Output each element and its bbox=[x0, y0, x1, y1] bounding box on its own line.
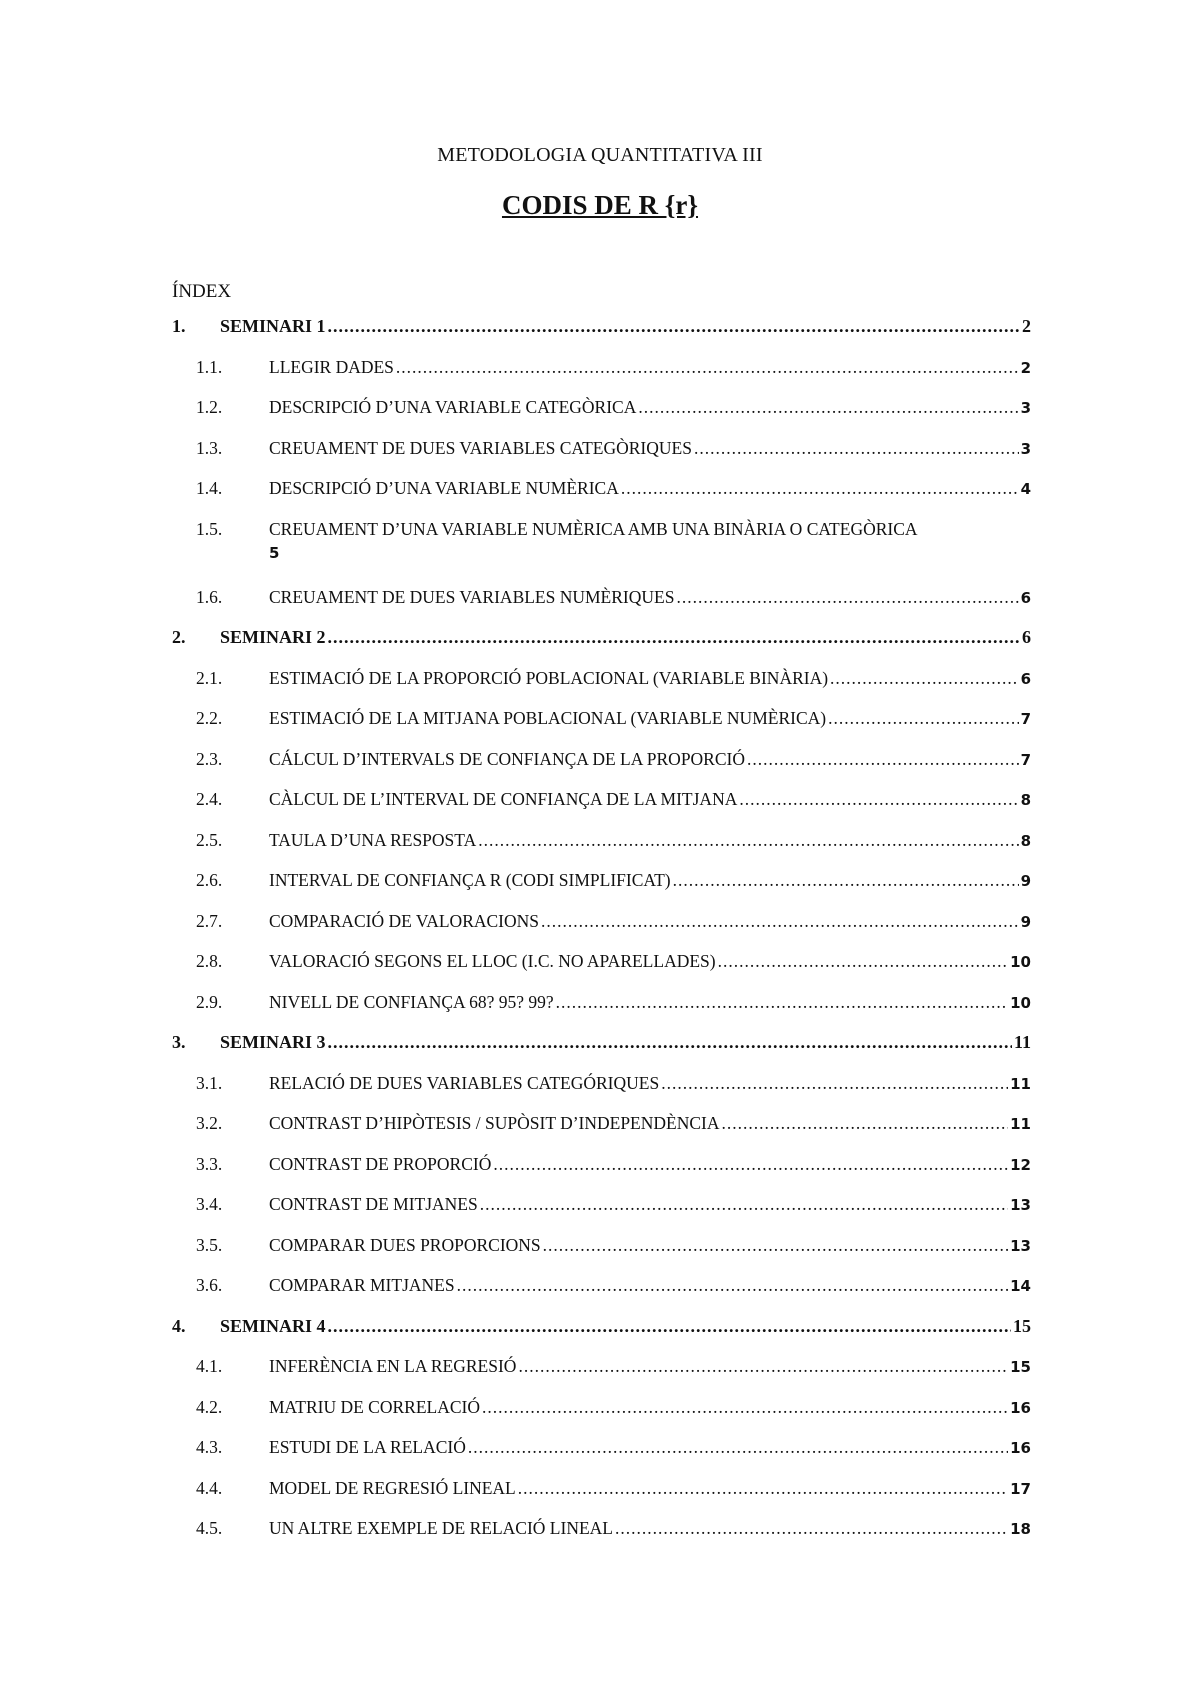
toc-entry-number: 4.2. bbox=[196, 1396, 223, 1417]
toc-entry-page: 12 bbox=[1010, 1155, 1031, 1174]
toc-section-entry[interactable] bbox=[172, 1032, 1031, 1073]
toc-entry-page: 11 bbox=[1013, 1032, 1031, 1052]
toc-dot-leader bbox=[830, 668, 1019, 689]
toc-subsection-entry[interactable] bbox=[172, 1478, 1031, 1519]
toc-entry-number: 4.3. bbox=[196, 1437, 223, 1457]
toc-subsection-entry[interactable] bbox=[172, 1154, 1031, 1195]
toc-entry-number: 2.2. bbox=[196, 708, 223, 728]
toc-entry-title: RELACIÓ DE DUES VARIABLES CATEGÓRIQUES bbox=[269, 1072, 660, 1093]
toc-entry-page: 3 bbox=[1020, 439, 1031, 458]
toc-entry-title: SEMINARI 1 bbox=[220, 316, 326, 336]
toc-subsection-entry[interactable] bbox=[172, 1194, 1031, 1235]
toc-entry-title: UN ALTRE EXEMPLE DE RELACIÓ LINEAL bbox=[269, 1518, 613, 1538]
toc-subsection-entry[interactable] bbox=[172, 1275, 1031, 1316]
toc-dot-leader bbox=[328, 316, 1020, 337]
toc-subsection-entry[interactable] bbox=[172, 1235, 1031, 1276]
toc-section-entry[interactable] bbox=[172, 1316, 1031, 1357]
toc-entry-number: 2. bbox=[172, 627, 186, 647]
toc-section-entry[interactable] bbox=[172, 316, 1031, 357]
toc-entry-title: COMPARAR MITJANES bbox=[269, 1275, 455, 1295]
toc-entry-page: 6 bbox=[1020, 588, 1031, 607]
toc-entry-page: 6 bbox=[1022, 627, 1031, 647]
toc-entry-page: 8 bbox=[1020, 791, 1031, 809]
toc-dot-leader bbox=[722, 1113, 1009, 1134]
toc-entry-number: 3.2. bbox=[196, 1113, 223, 1133]
toc-dot-leader bbox=[328, 1032, 1012, 1053]
toc-subsection-entry[interactable] bbox=[172, 478, 1031, 519]
toc-entry-page: 6 bbox=[1020, 669, 1031, 688]
toc-subsection-entry[interactable] bbox=[172, 1397, 1031, 1438]
toc-entry-title: COMPARACIÓ DE VALORACIONS bbox=[269, 910, 540, 931]
toc-dot-leader bbox=[543, 1235, 1008, 1256]
toc-subsection-entry[interactable] bbox=[172, 1356, 1031, 1397]
toc-entry-number: 4.4. bbox=[196, 1477, 223, 1498]
toc-entry-title: CREUAMENT D’UNA VARIABLE NUMÈRICA AMB UNA BINÀRIA O CATEGÒRICA bbox=[269, 518, 918, 539]
table-of-contents bbox=[172, 316, 1031, 1559]
toc-dot-leader bbox=[541, 911, 1019, 932]
toc-entry-page: 3 bbox=[1020, 399, 1031, 417]
toc-entry-page: 4 bbox=[1020, 480, 1031, 498]
toc-entry-page: 16 bbox=[1010, 1398, 1031, 1417]
toc-entry-title: CÁLCUL D’INTERVALS DE CONFIANÇA DE LA PROPORCIÓ bbox=[269, 748, 745, 769]
toc-entry-number: 4.1. bbox=[196, 1356, 223, 1376]
toc-entry-title: DESCRIPCIÓ D’UNA VARIABLE NUMÈRICA bbox=[269, 478, 619, 498]
toc-entry-page: 10 bbox=[1010, 953, 1031, 971]
toc-subsection-entry[interactable] bbox=[172, 1518, 1031, 1559]
toc-dot-leader bbox=[828, 708, 1018, 729]
toc-entry-number: 3.1. bbox=[196, 1072, 223, 1093]
toc-entry-title: CONTRAST DE PROPORCIÓ bbox=[269, 1153, 492, 1174]
toc-dot-leader bbox=[556, 992, 1008, 1013]
toc-entry-number: 2.9. bbox=[196, 991, 223, 1012]
toc-entry-number: 3.4. bbox=[196, 1194, 223, 1214]
index-heading: ÍNDEX bbox=[172, 281, 232, 302]
toc-entry-page: 14 bbox=[1010, 1277, 1031, 1295]
toc-entry-title: SEMINARI 3 bbox=[220, 1032, 326, 1052]
toc-entry-title: ESTIMACIÓ DE LA PROPORCIÓ POBLACIONAL (VARIABLE BINÀRIA) bbox=[269, 667, 829, 688]
toc-entry-title: TAULA D’UNA RESPOSTA bbox=[269, 829, 477, 850]
toc-entry-page: 13 bbox=[1010, 1196, 1031, 1214]
toc-subsection-entry[interactable] bbox=[172, 668, 1031, 709]
document-subject: METODOLOGIA QUANTITATIVA III bbox=[437, 144, 763, 166]
toc-dot-leader bbox=[328, 627, 1020, 648]
toc-dot-leader bbox=[661, 1073, 1008, 1094]
toc-dot-leader bbox=[747, 749, 1019, 770]
toc-dot-leader bbox=[328, 1316, 1011, 1337]
toc-dot-leader bbox=[478, 830, 1018, 851]
toc-entry-number: 2.1. bbox=[196, 667, 223, 688]
toc-entry-page: 16 bbox=[1010, 1439, 1031, 1457]
toc-entry-number: 4. bbox=[172, 1315, 186, 1336]
toc-subsection-entry[interactable] bbox=[172, 587, 1031, 628]
toc-entry-number: 4.5. bbox=[196, 1518, 223, 1538]
toc-subsection-entry[interactable] bbox=[172, 992, 1031, 1033]
toc-entry-title: CONTRAST DE MITJANES bbox=[269, 1194, 478, 1214]
toc-section-entry[interactable] bbox=[172, 627, 1031, 668]
toc-entry-number: 1.3. bbox=[196, 437, 223, 458]
toc-subsection-entry[interactable] bbox=[172, 911, 1031, 952]
toc-entry-title: VALORACIÓ SEGONS EL LLOC (I.C. NO APARELLADES) bbox=[269, 951, 716, 971]
toc-entry-page: 18 bbox=[1010, 1520, 1031, 1538]
toc-entry-page: 9 bbox=[1020, 912, 1031, 931]
toc-entry-number: 3.6. bbox=[196, 1275, 223, 1295]
toc-entry-title: SEMINARI 4 bbox=[220, 1315, 326, 1336]
toc-subsection-entry[interactable] bbox=[172, 789, 1031, 830]
toc-subsection-entry[interactable] bbox=[172, 1073, 1031, 1114]
toc-entry-title: LLEGIR DADES bbox=[269, 356, 394, 377]
toc-entry-page: 15 bbox=[1010, 1358, 1031, 1376]
toc-entry-page: 13 bbox=[1010, 1236, 1031, 1255]
toc-entry-title: ESTUDI DE LA RELACIÓ bbox=[269, 1437, 466, 1457]
toc-entry-page: 9 bbox=[1020, 872, 1031, 890]
toc-entry-page: 11 bbox=[1010, 1115, 1031, 1133]
toc-entry-number: 2.4. bbox=[196, 789, 223, 809]
toc-entry-title: INTERVAL DE CONFIANÇA R (CODI SIMPLIFICAT) bbox=[269, 870, 671, 890]
toc-dot-leader bbox=[694, 438, 1019, 459]
toc-subsection-entry[interactable] bbox=[172, 519, 1031, 587]
toc-entry-page: 8 bbox=[1020, 831, 1031, 850]
toc-entry-page: 15 bbox=[1013, 1315, 1031, 1336]
toc-entry-number: 3.5. bbox=[196, 1234, 223, 1255]
toc-entry-number: 1.1. bbox=[196, 356, 223, 377]
toc-subsection-entry[interactable] bbox=[172, 357, 1031, 398]
toc-entry-number: 1. bbox=[172, 316, 186, 336]
toc-subsection-entry[interactable] bbox=[172, 870, 1031, 911]
toc-dot-leader bbox=[480, 1194, 1008, 1215]
toc-entry-number: 1.6. bbox=[196, 586, 223, 607]
toc-subsection-entry[interactable] bbox=[172, 438, 1031, 479]
toc-entry-number: 1.5. bbox=[196, 518, 223, 539]
toc-entry-title: CREUAMENT DE DUES VARIABLES CATEGÒRIQUES bbox=[269, 437, 692, 458]
toc-subsection-entry[interactable] bbox=[172, 1437, 1031, 1478]
toc-entry-number: 2.5. bbox=[196, 829, 223, 850]
toc-entry-number: 1.4. bbox=[196, 478, 223, 498]
toc-entry-page: 2 bbox=[1020, 358, 1031, 377]
toc-dot-leader bbox=[518, 1356, 1008, 1377]
toc-subsection-entry[interactable] bbox=[172, 397, 1031, 438]
toc-entry-number: 3.3. bbox=[196, 1153, 223, 1174]
toc-entry-page: 7 bbox=[1020, 710, 1031, 728]
toc-entry-number: 2.7. bbox=[196, 910, 223, 931]
toc-dot-leader bbox=[482, 1397, 1008, 1418]
toc-entry-title: INFERÈNCIA EN LA REGRESIÓ bbox=[269, 1356, 517, 1376]
toc-entry-title: CÀLCUL DE L’INTERVAL DE CONFIANÇA DE LA MITJANA bbox=[269, 789, 738, 809]
toc-entry-page: 11 bbox=[1010, 1074, 1031, 1093]
toc-entry-title: SEMINARI 2 bbox=[220, 627, 326, 647]
toc-dot-leader bbox=[457, 1275, 1009, 1296]
toc-entry-title: DESCRIPCIÓ D’UNA VARIABLE CATEGÒRICA bbox=[269, 397, 637, 417]
toc-entry-number: 2.8. bbox=[196, 951, 223, 971]
toc-entry-title: CREUAMENT DE DUES VARIABLES NUMÈRIQUES bbox=[269, 586, 675, 607]
toc-subsection-entry[interactable] bbox=[172, 1113, 1031, 1154]
toc-entry-title: NIVELL DE CONFIANÇA 68? 95? 99? bbox=[269, 991, 554, 1012]
toc-dot-leader bbox=[615, 1518, 1008, 1539]
toc-dot-leader bbox=[638, 397, 1018, 418]
toc-entry-number: 1.2. bbox=[196, 397, 223, 417]
toc-subsection-entry[interactable] bbox=[172, 749, 1031, 790]
toc-entry-page: 7 bbox=[1020, 750, 1031, 769]
toc-entry-title: COMPARAR DUES PROPORCIONS bbox=[269, 1234, 541, 1255]
toc-dot-leader bbox=[739, 789, 1018, 810]
toc-entry-page: 17 bbox=[1010, 1479, 1031, 1498]
toc-entry-title: ESTIMACIÓ DE LA MITJANA POBLACIONAL (VARIABLE NUMÈRICA) bbox=[269, 708, 827, 728]
toc-subsection-entry[interactable] bbox=[172, 951, 1031, 992]
document-title: CODIS DE R {r} bbox=[501, 190, 699, 220]
toc-dot-leader bbox=[676, 587, 1018, 608]
toc-entry-page: 10 bbox=[1010, 993, 1031, 1012]
toc-dot-leader bbox=[468, 1437, 1008, 1458]
toc-dot-leader bbox=[493, 1154, 1008, 1175]
toc-entry-page: 5 bbox=[269, 543, 280, 562]
toc-subsection-entry[interactable] bbox=[172, 830, 1031, 871]
toc-entry-title: CONTRAST D’HIPÒTESIS / SUPÒSIT D’INDEPENDÈNCIA bbox=[269, 1113, 720, 1133]
toc-dot-leader bbox=[396, 357, 1019, 378]
toc-entry-page: 2 bbox=[1022, 316, 1031, 336]
toc-entry-title: MODEL DE REGRESIÓ LINEAL bbox=[269, 1477, 516, 1498]
toc-dot-leader bbox=[621, 478, 1019, 499]
toc-entry-number: 3. bbox=[172, 1032, 186, 1052]
toc-dot-leader bbox=[718, 951, 1009, 972]
toc-entry-number: 2.3. bbox=[196, 748, 223, 769]
toc-entry-title: MATRIU DE CORRELACIÓ bbox=[269, 1396, 480, 1417]
toc-dot-leader bbox=[673, 870, 1019, 891]
toc-subsection-entry[interactable] bbox=[172, 708, 1031, 749]
toc-entry-number: 2.6. bbox=[196, 870, 223, 890]
toc-dot-leader bbox=[518, 1478, 1008, 1499]
